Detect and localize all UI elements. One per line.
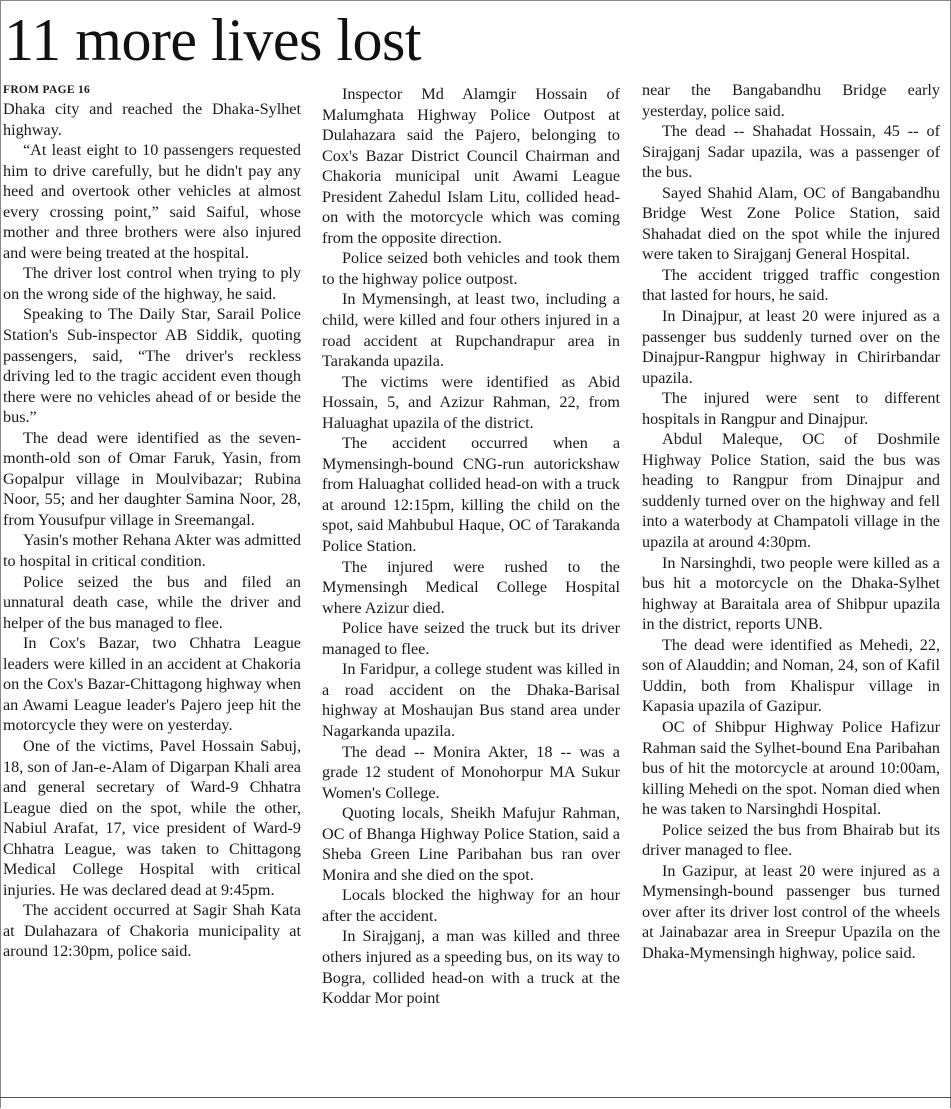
paragraph: Sayed Shahid Alam, OC of Bangabandhu Bridge West Zone Police Station, said Shahadat died on the spot while the injured were taken to Sirajganj General Hospital. <box>642 183 940 264</box>
bottom-rule <box>0 1097 951 1098</box>
paragraph: The dead were identified as the seven-month-old son of Omar Faruk, Yasin, from Gopalpur village in Moulvibazar; Rubina Noor, 55; and her daughter Samina Noor, 28, from Yousufpur village in Sreemangal. <box>3 428 301 529</box>
paragraph: In Dinajpur, at least 20 were injured as a passenger bus suddenly turned over on the Dinajpur-Rangpur highway in Chirirbandar upazila. <box>642 307 940 387</box>
paragraph: In Mymensingh, at least two, including a child, were killed and four others injured in a road accident at Rupchandrapur area in Tarakanda upazila. <box>322 290 620 371</box>
paragraph: The dead -- Shahadat Hossain, 45 -- of Sirajganj Sadar upazila, was a passenger of the bus. <box>642 122 940 182</box>
paragraph: The driver lost control when trying to ply on the wrong side of the highway, he said. <box>3 264 301 303</box>
article-column-1 <box>3 82 301 962</box>
paragraph: In Gazipur, at least 20 were injured as a Mymensingh-bound passenger bus turned over after its driver lost control of the wheels at Jainabazar area in Sreepur Upazila on the Dhaka-Mymensingh highway, police said. <box>642 861 940 962</box>
paragraph: Police seized both vehicles and took them to the highway police outpost. <box>322 249 620 288</box>
paragraph: In Sirajganj, a man was killed and three others injured as a speeding bus, on its way to Bogra, collided head-on with a truck at the Koddar Mor point <box>322 927 620 1008</box>
paragraph: The dead were identified as Mehedi, 22, son of Alauddin; and Noman, 24, son of Kafil Uddin, both from Khalispur village in Kapasia upazila of Gazipur. <box>642 635 940 716</box>
paragraph: near the Bangabandhu Bridge early yesterday, police said. <box>642 81 940 120</box>
paragraph: OC of Shibpur Highway Police Hafizur Rahman said the Sylhet-bound Ena Paribahan bus of hit the motorcycle at around 10:00am, killing Mehedi on the spot. Noman died when he was taken to Narsinghdi Hospital. <box>642 717 940 819</box>
paragraph: In Narsinghdi, two people were killed as a bus hit a motorcycle on the Dhaka-Sylhet highway at Baraitala area of Shibpur upazila in the district, reports UNB. <box>642 553 940 634</box>
continued-from-label: FROM PAGE 16 <box>3 84 91 96</box>
paragraph: The accident occurred when a Mymensingh-bound CNG-run autorickshaw from Haluaghat collided head-on with a truck at around 12:15pm, killing the child on the spot, said Mahbubul Haque, OC of Tarakanda Police Station. <box>322 434 620 556</box>
paragraph: In Cox's Bazar, two Chhatra League leaders were killed in an accident at Chakoria on the Cox's Bazar-Chittagong highway when an Awami League leader's Pajero jeep hit the motorcycle they were on yesterday. <box>3 634 301 735</box>
paragraph: Inspector Md Alamgir Hossain of Malumghata Highway Police Outpost at Dulahazara said the Pajero, belonging to Cox's Bazar District Council Chairman and Chakoria municipal unit Awami League President Zahedul Islam Litu, collided head-on with the motorcycle which was coming from the opposite direction. <box>322 85 620 247</box>
article-column-2 <box>322 84 620 1009</box>
paragraph: The injured were rushed to the Mymensingh Medical College Hospital where Azizur died. <box>322 557 620 617</box>
paragraph: The victims were identified as Abid Hossain, 5, and Azizur Rahman, 22, from Haluaghat upazila of the district. <box>322 372 620 432</box>
paragraph: The accident trigged traffic congestion that lasted for hours, he said. <box>642 265 940 305</box>
paragraph: Quoting locals, Sheikh Mafujur Rahman, OC of Bhanga Highway Police Station, said a Sheba Green Line Paribahan bus ran over Monira and she died on the spot. <box>322 804 620 884</box>
paragraph: Abdul Maleque, OC of Doshmile Highway Police Station, said the bus was heading to Rangpur from Dinajpur and suddenly turned over on the highway and fell into a waterbody at Champatoli village in the upazila at around 4:30pm. <box>642 430 940 552</box>
paragraph: The accident occurred at Sagir Shah Kata at Dulahazara of Chakoria municipality at around 12:30pm, police said. <box>3 901 301 961</box>
paragraph: Police seized the bus from Bhairab but its driver managed to flee. <box>642 820 940 860</box>
paragraph: In Faridpur, a college student was killed in a road accident on the Dhaka-Barisal highway at Moshaujan Bus stand area under Nagarkanda upazila. <box>322 660 620 740</box>
paragraph: Speaking to The Daily Star, Sarail Police Station's Sub-inspector AB Siddik, quoting passengers, said, “The driver's reckless driving led to the tragic accident even though there were no vehicles ahead of or beside the bus.” <box>3 305 301 427</box>
paragraph: The dead -- Monira Akter, 18 -- was a grade 12 student of Monohorpur MA Sukur Women's College. <box>322 742 620 802</box>
paragraph: “At least eight to 10 passengers requested him to drive carefully, but he didn't pay any heed and overtook other vehicles at almost every crossing point,” said Saiful, whose mother and three brothers were also injured and were being treated at the hospital. <box>3 141 301 262</box>
paragraph: Yasin's mother Rehana Akter was admitted to hospital in critical condition. <box>3 531 301 571</box>
paragraph: Police have seized the truck but its driver managed to flee. <box>322 619 620 658</box>
article-column-3 <box>642 80 940 964</box>
paragraph: The injured were sent to different hospitals in Rangpur and Dinajpur. <box>642 389 940 428</box>
paragraph: One of the victims, Pavel Hossain Sabuj, 18, son of Jan-e-Alam of Digarpan Khali area and general secretary of Ward-9 Chhatra League died on the spot, while the other, Nabiul Arafat, 17, vice president of Ward-9 Chhatra League, was taken to Chittagong Medical College Hospital with critical injuries. He was declared dead at 9:45pm. <box>3 736 301 899</box>
paragraph: Dhaka city and reached the Dhaka-Sylhet highway. <box>3 100 301 139</box>
paragraph: Police seized the bus and filed an unnatural death case, while the driver and helper of the bus managed to flee. <box>3 572 301 632</box>
paragraph: Locals blocked the highway for an hour after the accident. <box>322 886 620 925</box>
headline: 11 more lives lost <box>4 7 422 73</box>
